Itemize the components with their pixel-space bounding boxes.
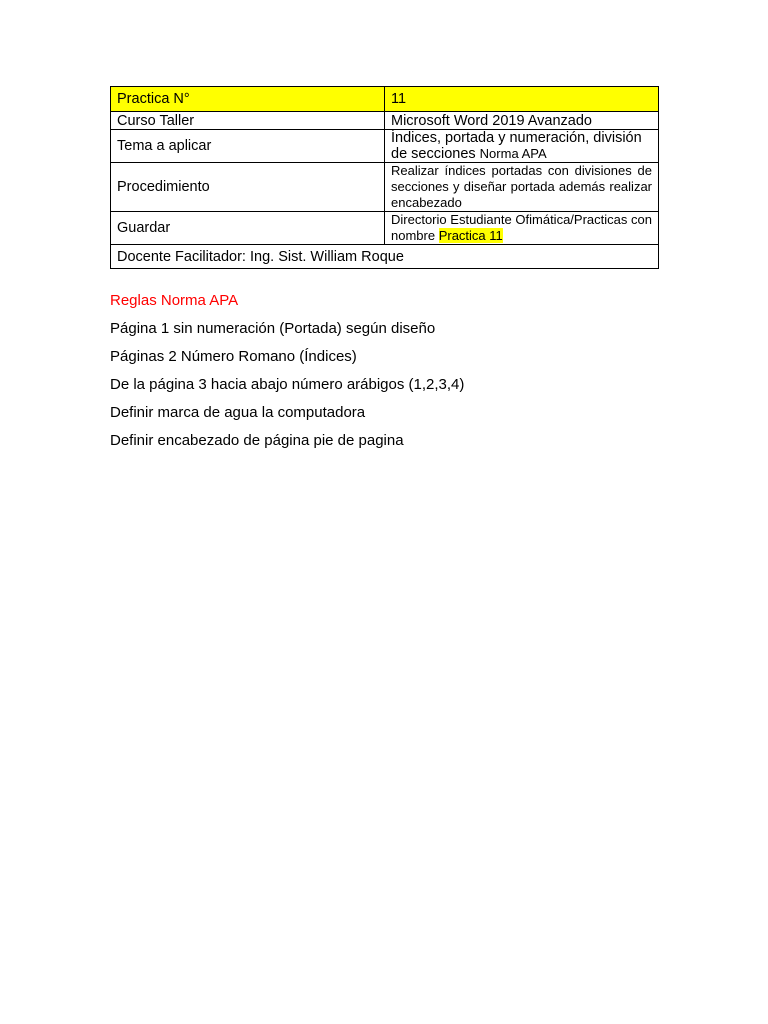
- table-row-guardar: [111, 212, 659, 245]
- procedimiento-label: Procedimiento: [111, 163, 385, 212]
- rule-item: Páginas 2 Número Romano (Índices): [110, 348, 357, 365]
- tema-cell: [385, 130, 659, 163]
- table-row-docente: [111, 245, 659, 269]
- practica-number: 11: [385, 87, 659, 112]
- rules-heading: Reglas Norma APA: [110, 292, 239, 309]
- rule-item: De la página 3 hacia abajo número arábigos (1,2,3,4): [110, 376, 465, 393]
- table-row-procedimiento: [111, 163, 659, 212]
- procedimiento-value: Realizar índices portadas con divisiones de secciones y diseñar portada además realizar encabezado: [385, 163, 659, 212]
- guardar-label: Guardar: [111, 212, 385, 245]
- table-row-tema: [111, 130, 659, 163]
- table-row-practica: [111, 87, 659, 112]
- guardar-filename-highlight: Practica 11: [438, 228, 503, 243]
- practica-label: Practica N°: [111, 87, 385, 112]
- rule-item: Definir marca de agua la computadora: [110, 404, 366, 421]
- docente-footer: Docente Facilitador: Ing. Sist. William Roque: [111, 245, 659, 269]
- curso-value: Microsoft Word 2019 Avanzado: [385, 112, 659, 130]
- rule-item: Definir encabezado de página pie de pagina: [110, 432, 404, 449]
- practice-info-table: [110, 86, 659, 269]
- tema-value: Índices, portada y numeración, división de secciones: [391, 130, 642, 162]
- guardar-cell: [385, 212, 659, 245]
- tema-norma: Norma APA: [479, 146, 547, 161]
- tema-label: Tema a aplicar: [111, 130, 385, 163]
- rule-item: Página 1 sin numeración (Portada) según diseño: [110, 320, 436, 337]
- table-row-curso: [111, 112, 659, 130]
- curso-label: Curso Taller: [111, 112, 385, 130]
- guardar-value: Directorio Estudiante Ofimática/Practicas con nombre: [391, 212, 652, 243]
- rules-section: [110, 291, 670, 459]
